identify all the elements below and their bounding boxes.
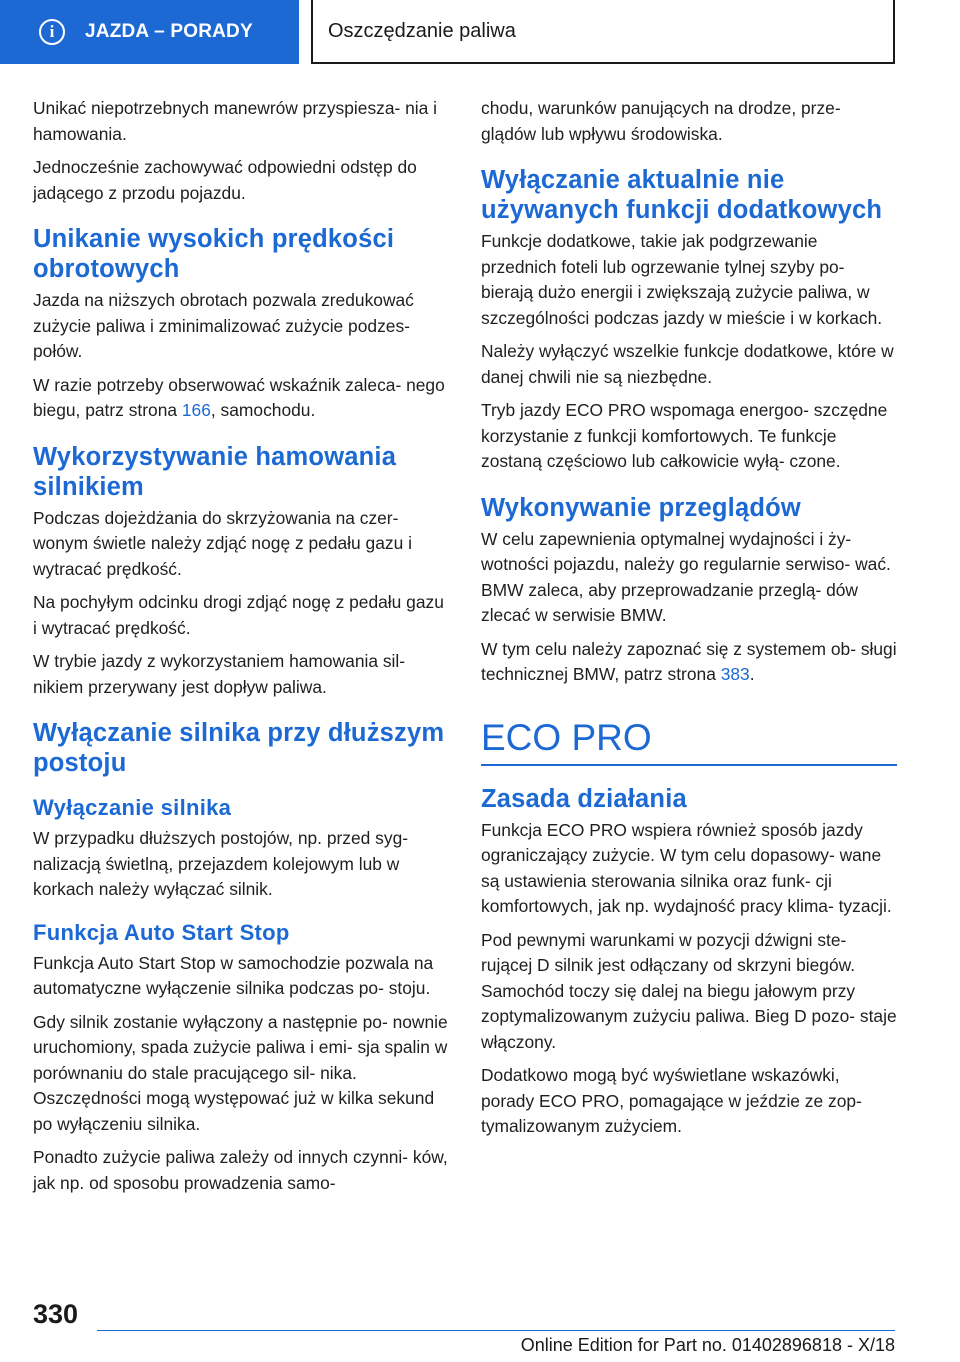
footer-divider xyxy=(97,1330,895,1331)
paragraph: W przypadku dłuższych postojów, np. przed syg‐ nalizacją świetlną, przejazdem kolejowym lub w korkach należy wyłączać silnik. xyxy=(33,828,409,899)
paragraph: chodu, warunków panujących na drodze, prze‐ glądów lub wpływu środowiska. xyxy=(481,98,841,144)
paragraph: Unikać niepotrzebnych manewrów przyspiesza‐ nia i hamowania. xyxy=(33,98,438,144)
paragraph-text: . xyxy=(749,664,755,684)
page-link-166[interactable]: 166 xyxy=(181,400,211,420)
left-column xyxy=(33,96,449,1204)
paragraph-text: , samochodu. xyxy=(210,400,316,420)
paragraph: Dodatkowo mogą być wyświetlane wskazówki, porady ECO PRO, pomagające w jeździe ze zop‐ tymalizowanym zużyciem. xyxy=(481,1065,862,1136)
paragraph-with-link xyxy=(33,373,449,424)
paragraph-text: W razie potrzeby obserwować wskaźnik zaleca‐ nego biegu, patrz strona xyxy=(33,374,445,420)
right-column xyxy=(481,96,897,1148)
heading-engine-braking: Wykorzystywanie hamowania silnikiem xyxy=(33,442,397,501)
heading-high-rpm: Unikanie wysokich prędkości obrotowych xyxy=(33,225,395,283)
paragraph: W trybie jazdy z wykorzystaniem hamowania sil‐ nikiem przerywany jest dopływ paliwa. xyxy=(33,651,406,697)
paragraph: Podczas dojeżdżania do skrzyżowania na czer‐ wonym świetle należy zdjąć nogę z pedału gazu i wytracać prędkość. xyxy=(33,507,412,579)
paragraph: Pod pewnymi warunkami w pozycji dźwigni ste‐ rującej D silnik jest odłączany od skrzyni biegów. Samochód toczy się dalej na biegu jałowym przy zoptymalizowanym zużyciu paliwa. Bieg D pozo‐ staje włączony. xyxy=(481,929,897,1052)
header-section-label: JAZDA – PORADY xyxy=(85,21,253,42)
paragraph: Jazda na niższych obrotach pozwala zredukować zużycie paliwa i zminimalizować zużycie podzes‐ połów. xyxy=(33,290,414,361)
paragraph: Funkcja Auto Start Stop w samochodzie pozwala na automatyczne wyłączenie silnika podczas po‐ stoju. xyxy=(33,952,434,998)
paragraph: Ponadto zużycie paliwa zależy od innych czynni‐ ków, jak np. od sposobu prowadzenia samo‐ xyxy=(33,1147,448,1193)
paragraph: Funkcja ECO PRO wspiera również sposób jazdy ograniczający zużycie. W tym celu dopasowy‐ wane są ustawienia sterowania silnika oraz funk‐ cji komfortowych, jak np. wydajność pracy klima‐ tyzacji. xyxy=(481,819,892,916)
paragraph-text: W tym celu należy zapoznać się z systemem ob‐ sługi technicznej BMW, patrz strona xyxy=(481,638,897,684)
page-number: 330 xyxy=(33,1299,79,1329)
heading-long-stop: Wyłączanie silnika przy dłuższym postoju xyxy=(33,719,445,777)
header-page-title xyxy=(311,0,895,64)
footer-edition-text: Online Edition for Part no. 01402896818 - X/18 xyxy=(520,1335,895,1355)
heading-service: Wykonywanie przeglądów xyxy=(481,493,801,522)
paragraph: Funkcje dodatkowe, takie jak podgrzewanie przednich foteli lub ogrzewanie tylnej szyby po‐ bierają dużo energii i zwiększają zużycie paliwa, w szczególności podczas jazdy w mieście i w korkach. xyxy=(481,231,883,328)
page-link-383[interactable]: 383 xyxy=(720,664,750,684)
heading-principle: Zasada działania xyxy=(481,784,687,813)
paragraph-with-link xyxy=(481,637,897,688)
paragraph: Należy wyłączyć wszelkie funkcje dodatkowe, które w danej chwili nie są niezbędne. xyxy=(481,341,894,387)
paragraph: Jednocześnie zachowywać odpowiedni odstęp do jadącego z przodu pojazdu. xyxy=(33,157,417,203)
paragraph: Tryb jazdy ECO PRO wspomaga energoo‐ szczędne korzystanie z funkcji komfortowych. Te funkcje zostaną częściowo lub całkowicie wyłą‐ czone. xyxy=(481,400,888,471)
page-title: Oszczędzanie paliwa xyxy=(328,19,516,42)
chapter-heading-eco-pro: ECO PRO xyxy=(481,714,897,766)
subheading-engine-off: Wyłączanie silnika xyxy=(33,795,232,820)
paragraph: W celu zapewnienia optymalnej wydajności i ży‐ wotności pojazdu, należy go regularnie serwiso‐ wać. BMW zaleca, aby przeprowadzanie przeglą‐ dów zlecać w serwisie BMW. xyxy=(481,528,891,625)
header-section-tab xyxy=(0,0,299,64)
heading-extra-functions: Wyłączanie aktualnie nie używanych funkcji dodatkowych xyxy=(481,166,883,224)
paragraph: Na pochyłym odcinku drogi zdjąć nogę z pedału gazu i wytracać prędkość. xyxy=(33,592,444,638)
paragraph: Gdy silnik zostanie wyłączony a następnie po‐ nownie uruchomiony, spada zużycie paliwa i emi‐ sja spalin w porównaniu do stale pracującego sil‐ nika. Oszczędności mogą występować już w kilka sekund po wyłączeniu silnika. xyxy=(33,1011,448,1134)
subheading-auto-start-stop: Funkcja Auto Start Stop xyxy=(33,919,290,945)
info-icon: i xyxy=(39,19,65,45)
